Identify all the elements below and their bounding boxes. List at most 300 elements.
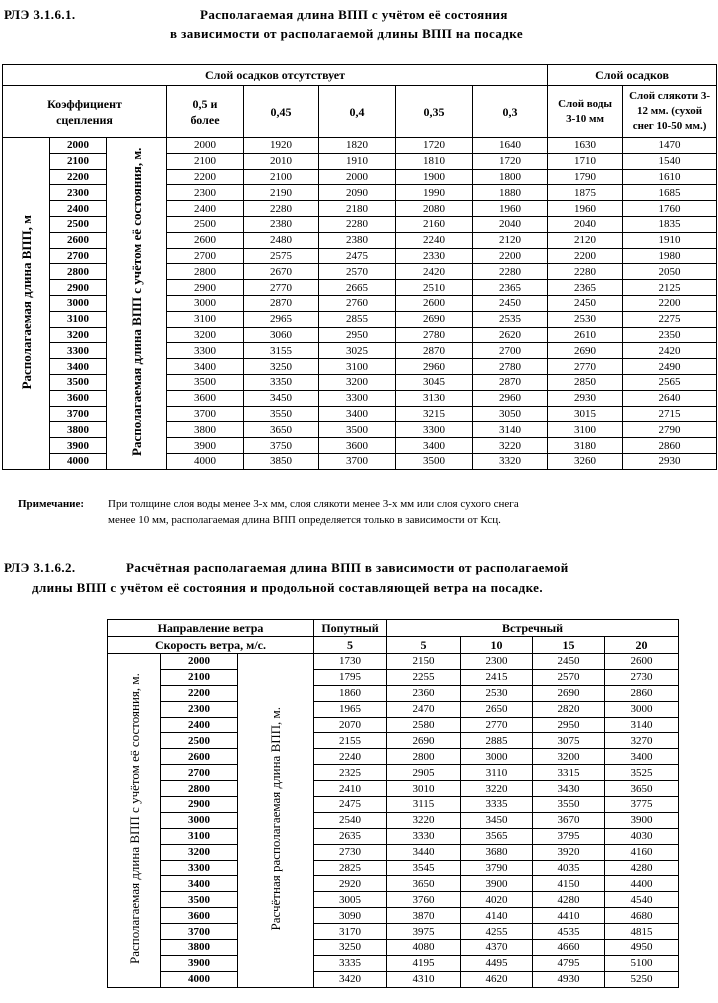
value-cell: 1990 — [396, 185, 473, 201]
value-cell: 3550 — [533, 797, 605, 813]
value-cell: 3180 — [548, 438, 623, 454]
value-cell: 4680 — [605, 908, 679, 924]
value-cell: 2090 — [319, 185, 396, 201]
value-cell: 3215 — [396, 406, 473, 422]
value-cell: 3400 — [396, 438, 473, 454]
value-cell: 4160 — [605, 844, 679, 860]
value-cell: 1790 — [548, 169, 623, 185]
value-cell: 3790 — [461, 860, 533, 876]
value-cell: 3525 — [605, 765, 679, 781]
runway-length-cell: 3000 — [161, 812, 238, 828]
value-cell: 3100 — [319, 359, 396, 375]
value-cell: 2870 — [244, 295, 319, 311]
value-cell: 2760 — [319, 295, 396, 311]
value-cell: 3700 — [167, 406, 244, 422]
runway-length-cell: 2200 — [161, 685, 238, 701]
value-cell: 2885 — [461, 733, 533, 749]
value-cell: 3680 — [461, 844, 533, 860]
value-cell: 3750 — [244, 438, 319, 454]
value-cell: 2950 — [533, 717, 605, 733]
value-cell: 1720 — [396, 138, 473, 154]
runway-length-cell: 3700 — [161, 924, 238, 940]
value-cell: 3400 — [167, 359, 244, 375]
value-cell: 3200 — [319, 374, 396, 390]
value-cell: 3300 — [396, 422, 473, 438]
value-cell: 4660 — [533, 940, 605, 956]
table-row — [108, 955, 679, 971]
value-cell: 4400 — [605, 876, 679, 892]
value-cell: 4280 — [605, 860, 679, 876]
value-cell: 1710 — [548, 153, 623, 169]
table-row — [108, 908, 679, 924]
value-cell: 1540 — [623, 153, 717, 169]
value-cell: 2530 — [548, 311, 623, 327]
value-cell: 2690 — [533, 685, 605, 701]
table-row — [108, 701, 679, 717]
value-cell: 2080 — [396, 201, 473, 217]
runway-length-cell: 3900 — [161, 955, 238, 971]
value-cell: 2665 — [319, 280, 396, 296]
value-cell: 3200 — [167, 327, 244, 343]
value-cell: 2620 — [473, 327, 548, 343]
header-friction-coefficient: Коэффициент сцепления — [3, 86, 167, 138]
table-row — [108, 717, 679, 733]
runway-length-cell: 3400 — [161, 876, 238, 892]
value-cell: 2825 — [314, 860, 387, 876]
value-cell: 2930 — [548, 390, 623, 406]
value-cell: 2965 — [244, 311, 319, 327]
table-row — [108, 733, 679, 749]
value-cell: 2420 — [396, 264, 473, 280]
runway-length-cell: 3200 — [161, 844, 238, 860]
value-cell: 3010 — [387, 781, 461, 797]
value-cell: 2800 — [387, 749, 461, 765]
value-cell: 3130 — [396, 390, 473, 406]
value-cell: 3700 — [319, 453, 396, 469]
value-cell: 3025 — [319, 343, 396, 359]
runway-length-cell: 2300 — [161, 701, 238, 717]
section1-number: РЛЭ 3.1.6.1. — [4, 7, 76, 22]
left-axis-label-cell — [3, 138, 50, 470]
value-cell: 3600 — [319, 438, 396, 454]
value-cell: 2150 — [387, 654, 461, 670]
value-cell: 2000 — [319, 169, 396, 185]
value-cell: 2380 — [319, 232, 396, 248]
available-length-cell: 2900 — [50, 280, 107, 296]
value-cell: 2640 — [623, 390, 717, 406]
value-cell: 2120 — [473, 232, 548, 248]
value-cell: 2690 — [387, 733, 461, 749]
value-cell: 2120 — [548, 232, 623, 248]
value-cell: 4035 — [533, 860, 605, 876]
note-label: Примечание: — [18, 498, 85, 510]
value-cell: 3975 — [387, 924, 461, 940]
value-cell: 2200 — [548, 248, 623, 264]
value-cell: 2715 — [623, 406, 717, 422]
value-cell: 4540 — [605, 892, 679, 908]
table-row — [108, 654, 679, 670]
value-cell: 3250 — [244, 359, 319, 375]
value-cell: 1880 — [473, 185, 548, 201]
value-cell: 2960 — [473, 390, 548, 406]
value-cell: 2870 — [473, 374, 548, 390]
runway-length-cell: 3800 — [161, 940, 238, 956]
value-cell: 3300 — [319, 390, 396, 406]
value-cell: 2770 — [548, 359, 623, 375]
value-cell: 2540 — [314, 812, 387, 828]
value-cell: 1720 — [473, 153, 548, 169]
value-cell: 2650 — [461, 701, 533, 717]
value-cell: 3775 — [605, 797, 679, 813]
runway-length-with-condition-label: Располагаемая длина ВПП с учётом её состояния, м. — [126, 673, 142, 965]
table-row — [108, 924, 679, 940]
table-row — [108, 971, 679, 987]
value-cell: 2100 — [167, 153, 244, 169]
value-cell: 2450 — [473, 295, 548, 311]
value-cell: 2600 — [396, 295, 473, 311]
value-cell: 2410 — [314, 781, 387, 797]
value-cell: 2200 — [473, 248, 548, 264]
value-cell: 3320 — [473, 453, 548, 469]
value-cell: 1965 — [314, 701, 387, 717]
value-cell: 3250 — [314, 940, 387, 956]
value-cell: 3430 — [533, 781, 605, 797]
value-cell: 3420 — [314, 971, 387, 987]
value-cell: 2860 — [605, 685, 679, 701]
value-cell: 2570 — [533, 669, 605, 685]
table-row — [108, 940, 679, 956]
value-cell: 2180 — [319, 201, 396, 217]
value-cell: 1875 — [548, 185, 623, 201]
value-cell: 2565 — [623, 374, 717, 390]
header-slush-layer: Слой слякоти 3-12 мм. (сухой снег 10-50 мм.) — [623, 86, 717, 138]
value-cell: 4950 — [605, 940, 679, 956]
value-cell: 2050 — [623, 264, 717, 280]
value-cell: 3000 — [605, 701, 679, 717]
available-length-cell: 3200 — [50, 327, 107, 343]
available-length-cell: 3700 — [50, 406, 107, 422]
value-cell: 1730 — [314, 654, 387, 670]
value-cell: 3670 — [533, 812, 605, 828]
value-cell: 1800 — [473, 169, 548, 185]
value-cell: 2635 — [314, 828, 387, 844]
value-cell: 3090 — [314, 908, 387, 924]
value-cell: 2280 — [319, 216, 396, 232]
value-cell: 2690 — [396, 311, 473, 327]
value-cell: 1960 — [473, 201, 548, 217]
value-cell: 2275 — [623, 311, 717, 327]
value-cell: 2155 — [314, 733, 387, 749]
available-length-cell: 4000 — [50, 453, 107, 469]
header-speed-head-5: 5 — [387, 637, 461, 654]
value-cell: 2200 — [167, 169, 244, 185]
value-cell: 4495 — [461, 955, 533, 971]
value-cell: 2950 — [319, 327, 396, 343]
value-cell: 2860 — [623, 438, 717, 454]
value-cell: 3450 — [244, 390, 319, 406]
runway-length-cell: 3600 — [161, 908, 238, 924]
value-cell: 2420 — [623, 343, 717, 359]
runway-length-cell: 2800 — [161, 781, 238, 797]
header-mu-0-35: 0,35 — [396, 86, 473, 138]
value-cell: 1685 — [623, 185, 717, 201]
header-mu-0-5: 0,5 и более — [167, 86, 244, 138]
value-cell: 3200 — [533, 749, 605, 765]
left-axis-label-cell — [108, 654, 161, 988]
value-cell: 3600 — [167, 390, 244, 406]
value-cell: 2855 — [319, 311, 396, 327]
available-length-cell: 3000 — [50, 295, 107, 311]
value-cell: 2800 — [167, 264, 244, 280]
runway-length-cell: 2100 — [161, 669, 238, 685]
runway-length-cell: 2400 — [161, 717, 238, 733]
value-cell: 4535 — [533, 924, 605, 940]
value-cell: 2510 — [396, 280, 473, 296]
value-cell: 2040 — [548, 216, 623, 232]
value-cell: 2690 — [548, 343, 623, 359]
available-length-cell: 2700 — [50, 248, 107, 264]
available-length-cell: 3600 — [50, 390, 107, 406]
value-cell: 4815 — [605, 924, 679, 940]
runway-length-cell: 3300 — [161, 860, 238, 876]
value-cell: 3500 — [396, 453, 473, 469]
value-cell: 2300 — [461, 654, 533, 670]
value-cell: 2190 — [244, 185, 319, 201]
value-cell: 3550 — [244, 406, 319, 422]
header-precipitation: Слой осадков — [548, 65, 717, 86]
value-cell: 4000 — [167, 453, 244, 469]
table-row — [108, 685, 679, 701]
available-length-cell: 3400 — [50, 359, 107, 375]
note-line2: менее 10 мм, располагаемая длина ВПП определяется только в зависимости от Ксц. — [108, 514, 501, 526]
value-cell: 2870 — [396, 343, 473, 359]
value-cell: 2380 — [244, 216, 319, 232]
value-cell: 2960 — [396, 359, 473, 375]
value-cell: 3170 — [314, 924, 387, 940]
value-cell: 2700 — [473, 343, 548, 359]
value-cell: 2125 — [623, 280, 717, 296]
value-cell: 3330 — [387, 828, 461, 844]
value-cell: 2905 — [387, 765, 461, 781]
available-length-cell: 3300 — [50, 343, 107, 359]
value-cell: 4795 — [533, 955, 605, 971]
value-cell: 2575 — [244, 248, 319, 264]
table-row — [108, 876, 679, 892]
section2-title-line1: Расчётная располагаемая длина ВПП в зависимости от располагаемой — [126, 560, 569, 575]
value-cell: 1860 — [314, 685, 387, 701]
runway-length-with-condition-label: Располагаемая длина ВПП с учётом её состояния, м. — [128, 147, 144, 457]
value-cell: 2360 — [387, 685, 461, 701]
value-cell: 2240 — [314, 749, 387, 765]
value-cell: 5100 — [605, 955, 679, 971]
value-cell: 2280 — [244, 201, 319, 217]
value-cell: 2470 — [387, 701, 461, 717]
value-cell: 2820 — [533, 701, 605, 717]
header-mu-0-3: 0,3 — [473, 86, 548, 138]
value-cell: 2330 — [396, 248, 473, 264]
value-cell: 2780 — [396, 327, 473, 343]
value-cell: 2600 — [167, 232, 244, 248]
value-cell: 4080 — [387, 940, 461, 956]
value-cell: 1900 — [396, 169, 473, 185]
available-length-cell: 3100 — [50, 311, 107, 327]
value-cell: 1640 — [473, 138, 548, 154]
value-cell: 3450 — [461, 812, 533, 828]
value-cell: 2365 — [548, 280, 623, 296]
value-cell: 3075 — [533, 733, 605, 749]
value-cell: 1980 — [623, 248, 717, 264]
value-cell: 2475 — [319, 248, 396, 264]
value-cell: 3015 — [548, 406, 623, 422]
value-cell: 4930 — [533, 971, 605, 987]
value-cell: 4280 — [533, 892, 605, 908]
value-cell: 3115 — [387, 797, 461, 813]
table-row — [108, 828, 679, 844]
value-cell: 4150 — [533, 876, 605, 892]
available-length-cell: 2300 — [50, 185, 107, 201]
value-cell: 2920 — [314, 876, 387, 892]
available-length-cell: 2200 — [50, 169, 107, 185]
header-headwind: Встречный — [387, 620, 679, 637]
runway-length-cell: 4000 — [161, 971, 238, 987]
available-length-cell: 2500 — [50, 216, 107, 232]
value-cell: 3650 — [605, 781, 679, 797]
value-cell: 2300 — [167, 185, 244, 201]
value-cell: 3045 — [396, 374, 473, 390]
table-row — [108, 812, 679, 828]
value-cell: 3140 — [473, 422, 548, 438]
value-cell: 3050 — [473, 406, 548, 422]
value-cell: 2100 — [244, 169, 319, 185]
available-length-cell: 3900 — [50, 438, 107, 454]
value-cell: 3350 — [244, 374, 319, 390]
value-cell: 3440 — [387, 844, 461, 860]
value-cell: 3335 — [314, 955, 387, 971]
value-cell: 3100 — [548, 422, 623, 438]
value-cell: 3220 — [473, 438, 548, 454]
value-cell: 3100 — [167, 311, 244, 327]
table-row — [108, 844, 679, 860]
value-cell: 3850 — [244, 453, 319, 469]
value-cell: 3155 — [244, 343, 319, 359]
value-cell: 4370 — [461, 940, 533, 956]
value-cell: 1835 — [623, 216, 717, 232]
header-wind-direction: Направление ветра — [108, 620, 314, 637]
value-cell: 2530 — [461, 685, 533, 701]
value-cell: 3005 — [314, 892, 387, 908]
value-cell: 2900 — [167, 280, 244, 296]
runway-length-cell: 2500 — [161, 733, 238, 749]
available-length-cell: 2000 — [50, 138, 107, 154]
header-tailwind: Попутный — [314, 620, 387, 637]
value-cell: 3270 — [605, 733, 679, 749]
value-cell: 3870 — [387, 908, 461, 924]
value-cell: 1760 — [623, 201, 717, 217]
value-cell: 3500 — [319, 422, 396, 438]
value-cell: 2730 — [605, 669, 679, 685]
value-cell: 2930 — [623, 453, 717, 469]
runway-length-cell: 3500 — [161, 892, 238, 908]
value-cell: 3900 — [167, 438, 244, 454]
value-cell: 3335 — [461, 797, 533, 813]
value-cell: 1610 — [623, 169, 717, 185]
value-cell: 3000 — [167, 295, 244, 311]
value-cell: 2400 — [167, 201, 244, 217]
value-cell: 1630 — [548, 138, 623, 154]
value-cell: 3110 — [461, 765, 533, 781]
value-cell: 2770 — [244, 280, 319, 296]
inner-axis-label-cell — [107, 138, 167, 470]
table-row — [3, 138, 717, 154]
value-cell: 4030 — [605, 828, 679, 844]
table-row — [108, 669, 679, 685]
value-cell: 3795 — [533, 828, 605, 844]
available-length-cell: 2400 — [50, 201, 107, 217]
section2-number: РЛЭ 3.1.6.2. — [4, 560, 76, 575]
runway-length-cell: 3100 — [161, 828, 238, 844]
header-mu-0-45: 0,45 — [244, 86, 319, 138]
value-cell: 2450 — [533, 654, 605, 670]
available-length-cell: 2800 — [50, 264, 107, 280]
value-cell: 2580 — [387, 717, 461, 733]
value-cell: 4410 — [533, 908, 605, 924]
value-cell: 4140 — [461, 908, 533, 924]
value-cell: 2040 — [473, 216, 548, 232]
header-water-layer: Слой воды 3-10 мм — [548, 86, 623, 138]
value-cell: 3900 — [605, 812, 679, 828]
value-cell: 2450 — [548, 295, 623, 311]
section1-title-line1: Располагаемая длина ВПП с учётом её состояния — [200, 7, 508, 22]
runway-length-cell: 2000 — [161, 654, 238, 670]
value-cell: 4310 — [387, 971, 461, 987]
value-cell: 3500 — [167, 374, 244, 390]
value-cell: 4255 — [461, 924, 533, 940]
value-cell: 3920 — [533, 844, 605, 860]
value-cell: 3760 — [387, 892, 461, 908]
value-cell: 1820 — [319, 138, 396, 154]
runway-length-cell: 2600 — [161, 749, 238, 765]
value-cell: 3300 — [167, 343, 244, 359]
value-cell: 2000 — [167, 138, 244, 154]
table-row — [108, 781, 679, 797]
value-cell: 2500 — [167, 216, 244, 232]
value-cell: 3140 — [605, 717, 679, 733]
value-cell: 3400 — [319, 406, 396, 422]
value-cell: 2780 — [473, 359, 548, 375]
value-cell: 3220 — [461, 781, 533, 797]
value-cell: 1960 — [548, 201, 623, 217]
value-cell: 1920 — [244, 138, 319, 154]
available-length-cell: 3800 — [50, 422, 107, 438]
value-cell: 3260 — [548, 453, 623, 469]
value-cell: 2570 — [319, 264, 396, 280]
header-speed-tail-5: 5 — [314, 637, 387, 654]
design-runway-length-label: Расчётная располагаемая длина ВПП, м. — [268, 707, 283, 931]
available-length-cell: 3500 — [50, 374, 107, 390]
header-speed-head-20: 20 — [605, 637, 679, 654]
runway-length-cell: 2900 — [161, 797, 238, 813]
header-wind-speed: Скорость ветра, м/с. — [108, 637, 314, 654]
available-length-cell: 2600 — [50, 232, 107, 248]
value-cell: 3650 — [387, 876, 461, 892]
value-cell: 2280 — [473, 264, 548, 280]
value-cell: 2415 — [461, 669, 533, 685]
value-cell: 5250 — [605, 971, 679, 987]
value-cell: 2770 — [461, 717, 533, 733]
value-cell: 2600 — [605, 654, 679, 670]
section2-title-line2: длины ВПП с учётом её состояния и продольной составляющей ветра на посадке. — [32, 580, 543, 595]
value-cell: 2280 — [548, 264, 623, 280]
